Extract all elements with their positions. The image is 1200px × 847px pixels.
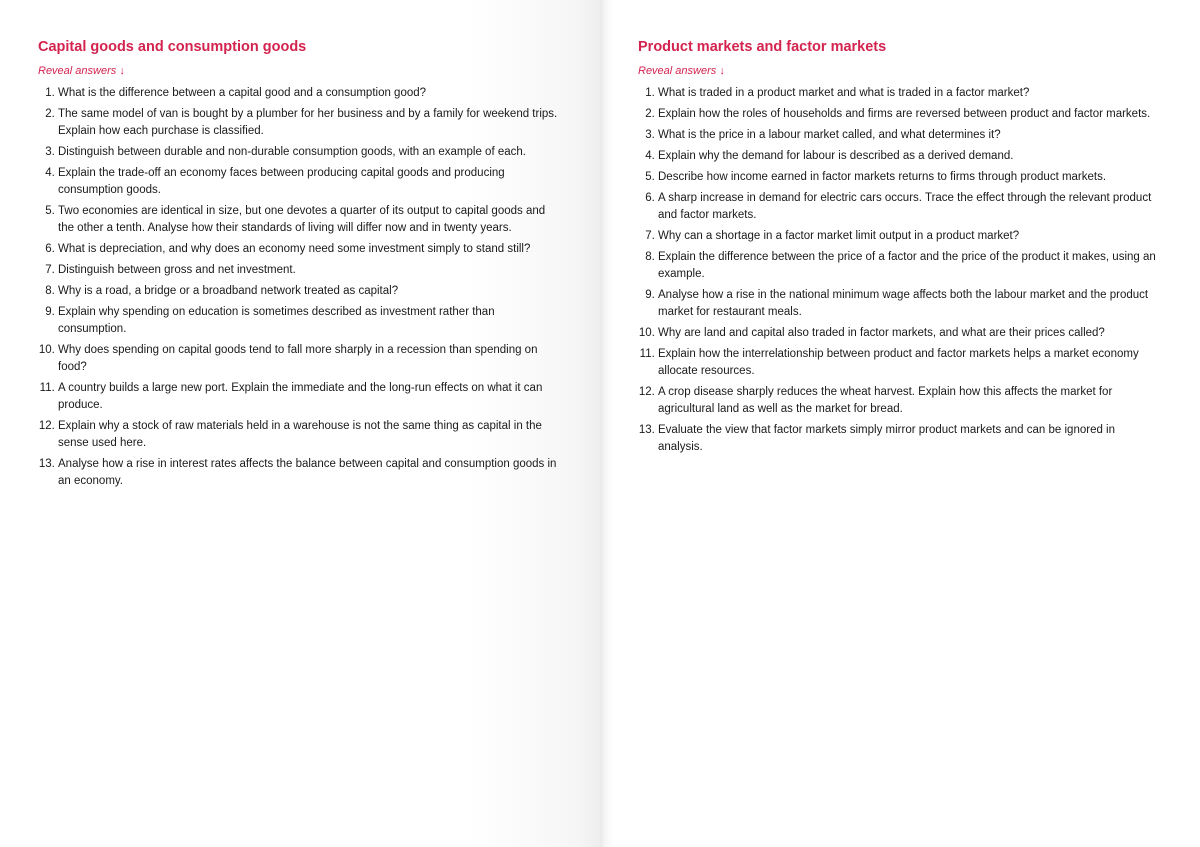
reveal-answers-link[interactable]: Reveal answers ↓ [638, 65, 725, 77]
question-item: 3. Distinguish between durable and non-durable consumption goods, with an example of each. [58, 144, 558, 161]
question-item: 9. Analyse how a rise in the national minimum wage affects both the labour market and the product market for restaurant meals. [658, 287, 1158, 321]
question-item: 4. Explain the trade-off an economy faces between producing capital goods and producing consumption goods. [58, 165, 558, 199]
question-item: 13. Analyse how a rise in interest rates affects the balance between capital and consumption goods in an economy. [58, 456, 558, 490]
question-item: 10. Why does spending on capital goods tend to fall more sharply in a recession than spending on food? [58, 342, 558, 376]
question-item: 1. What is traded in a product market and what is traded in a factor market? [658, 85, 1158, 102]
question-item: 5. Describe how income earned in factor markets returns to firms through product markets. [658, 169, 1158, 186]
section-title: Capital goods and consumption goods [38, 39, 307, 55]
question-item: 6. A sharp increase in demand for electric cars occurs. Trace the effect through the relevant product and factor markets. [658, 190, 1158, 224]
question-item: 7. Why can a shortage in a factor market limit output in a product market? [658, 228, 1158, 245]
question-list [638, 85, 1158, 456]
question-item: 5. Two economies are identical in size, but one devotes a quarter of its output to capital goods and the other a tenth. Analyse how their standards of living will differ now and in twenty years. [58, 203, 558, 237]
question-item: 11. Explain how the interrelationship between product and factor markets helps a market economy allocate resources. [658, 346, 1158, 380]
question-item: 3. What is the price in a labour market called, and what determines it? [658, 127, 1158, 144]
question-item: 1. What is the difference between a capital good and a consumption good? [58, 85, 558, 102]
question-item: 2. Explain how the roles of households and firms are reversed between product and factor markets. [658, 106, 1158, 123]
question-item: 9. Explain why spending on education is sometimes described as investment rather than consumption. [58, 304, 558, 338]
question-item: 8. Explain the difference between the price of a factor and the price of the product it makes, using an example. [658, 249, 1158, 283]
section-title: Product markets and factor markets [638, 39, 887, 55]
question-item: 12. Explain why a stock of raw materials held in a warehouse is not the same thing as capital in the sense used here. [58, 418, 558, 452]
question-item: 12. A crop disease sharply reduces the wheat harvest. Explain how this affects the market for agricultural land as well as the market for bread. [658, 384, 1158, 418]
right-page [600, 0, 1200, 847]
question-item: 7. Distinguish between gross and net investment. [58, 262, 558, 279]
question-item: 6. What is depreciation, and why does an economy need some investment simply to stand still? [58, 241, 558, 258]
question-item: 4. Explain why the demand for labour is described as a derived demand. [658, 148, 1158, 165]
question-list [38, 85, 558, 490]
question-item: 11. A country builds a large new port. Explain the immediate and the long-run effects on what it can produce. [58, 380, 558, 414]
question-item: 2. The same model of van is bought by a plumber for her business and by a family for weekend trips. Explain how each purchase is classified. [58, 106, 558, 140]
question-item: 8. Why is a road, a bridge or a broadband network treated as capital? [58, 283, 558, 300]
reveal-answers-link[interactable]: Reveal answers ↓ [38, 65, 125, 77]
question-item: 13. Evaluate the view that factor markets simply mirror product markets and can be ignored in analysis. [658, 422, 1158, 456]
question-item: 10. Why are land and capital also traded in factor markets, and what are their prices called? [658, 325, 1158, 342]
